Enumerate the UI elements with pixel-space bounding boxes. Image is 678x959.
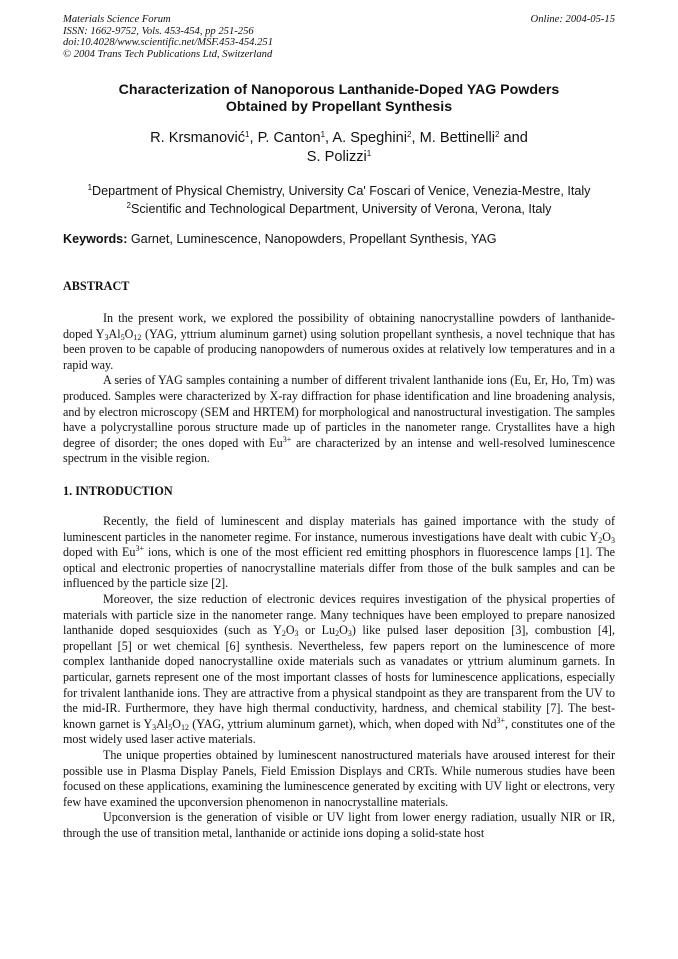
intro-paragraph-4: Upconversion is the generation of visible or UV light from lower energy radiation, usually NIR or IR, through the use of transition metal, lanthanide or actinide ions doping a solid-state host bbox=[63, 810, 615, 840]
issn-line: ISSN: 1662-9752, Vols. 453-454, pp 251-256 bbox=[63, 25, 254, 37]
doi-line: doi:10.4028/www.scientific.net/MSF.453-454.251 bbox=[63, 37, 273, 48]
journal-name: Materials Science Forum bbox=[63, 14, 171, 25]
author-list bbox=[70, 129, 608, 167]
author-name: S. Polizzi bbox=[306, 149, 367, 165]
title-line-2: Obtained by Propellant Synthesis bbox=[225, 99, 453, 115]
intro-paragraph-1: Recently, the field of luminescent and display materials has gained importance with the study of luminescent particles in the nanometer regime. For instance, numerous investigations have dealt with cubic $Y_2O_3$ doped with $Eu^{3+}$ ions, which is one of the most efficient red emitting phosphors in fluorescence lamps [1]. The optical and electronic properties of nanocrystalline materials differ from those of the bulk samples and can be influenced by the particle size [2]. bbox=[63, 514, 615, 591]
author-name: M. Bettinelli bbox=[419, 130, 496, 146]
abstract-heading: ABSTRACT bbox=[63, 279, 130, 293]
introduction-text bbox=[63, 514, 615, 841]
keywords-text: Garnet, Luminescence, Nanopowders, Propellant Synthesis, YAG bbox=[127, 232, 497, 246]
abstract-text bbox=[63, 311, 615, 467]
copyright-line: © 2004 Trans Tech Publications Ltd, Switzerland bbox=[63, 48, 273, 60]
journal-header bbox=[63, 14, 483, 60]
keywords bbox=[63, 231, 623, 247]
abstract-paragraph-2: A series of YAG samples containing a number of different trivalent lanthanide ions (Eu, Er, Ho, Tm) was produced. Samples were characterized by X-ray diffraction for phase identification and line broadening analysis, and by electron microscopy (SEM and HRTEM) for morphological and nanostructural investigation. The samples have a polycrystalline porous structure made up of particles in the nanometer range. Crystallites have a high degree of disorder; the ones doped with $Eu^{3+}$ are characterized by an intense and well-resolved luminescence spectrum in the visible region. bbox=[63, 373, 615, 466]
keywords-label: Keywords: bbox=[63, 232, 128, 246]
affiliation-1: $^1$Department of Physical Chemistry, University Ca' Foscari of Venice, Venezia-Mestre, Italy bbox=[87, 183, 591, 198]
introduction-heading: 1. INTRODUCTION bbox=[63, 484, 173, 498]
author-line-2: S. Polizzi$^1$ bbox=[306, 149, 372, 165]
title-line-1: Characterization of Nanoporous Lanthanide-Doped YAG Powders bbox=[118, 82, 560, 98]
author-name: A. Speghini bbox=[332, 130, 408, 146]
paper-title bbox=[70, 82, 608, 116]
abstract-paragraph-1: In the present work, we explored the possibility of obtaining nanocrystalline powders of lanthanide-doped $Y_3Al_5O_{12}$ (YAG, yttrium aluminum garnet) using solution propellant synthesis, a novel technique that has been proven to be capable of producing nanopowders of numerous oxides at relatively low temperatures and in a rapid way. bbox=[63, 311, 615, 372]
affiliations bbox=[40, 182, 638, 218]
online-date: Online: 2004-05-15 bbox=[530, 14, 615, 25]
intro-paragraph-2: Moreover, the size reduction of electronic devices requires investigation of the physical properties of materials with particle size in the nanometer range. Many techniques have been employed to prepare nanosized lanthanide doped sesquioxides (such as $Y_2O_3$ or $Lu_2O_3$) like pulsed laser deposition [3], combustion [4], propellant [5] or wet chemical [6] synthesis. Nevertheless, few papers report on the luminescence of more complex lanthanide doped nanocrystalline oxide materials such as vanadates or yttrium aluminum garnets. In particular, garnets represent one of the most important classes of hosts for luminescence applications, especially for trivalent lanthanide ions. They are attractive from a physical standpoint as they are transparent from the UV to the mid-IR. Furthermore, they have high thermal conductivity, hardness, and chemical stability [7]. The best-known garnet is $Y_3Al_5O_{12}$ (YAG, yttrium aluminum garnet), which, when doped with $Nd^{3+}$, constitutes one of the most widely used laser active materials. bbox=[63, 591, 615, 747]
author-line-1: R. Krsmanović$^1$, P. Canton$^1$, A. Speghini$^2$, M. Bettinelli$^2$ and bbox=[150, 130, 528, 146]
intro-paragraph-3: The unique properties obtained by luminescent nanostructured materials have aroused interest for their possible use in Plasma Display Panels, Field Emission Displays and CRTs. While numerous studies have been focused on these applications, examining the luminescence generated by exciting with UV light or electrons, very few have examined the upconversion phenomenon in nanocrystalline materials. bbox=[63, 747, 615, 809]
author-name: R. Krsmanović bbox=[150, 130, 245, 146]
affiliation-2: $^2$Scientific and Technological Department, University of Verona, Verona, Italy bbox=[126, 201, 552, 216]
author-name: P. Canton bbox=[257, 130, 321, 146]
